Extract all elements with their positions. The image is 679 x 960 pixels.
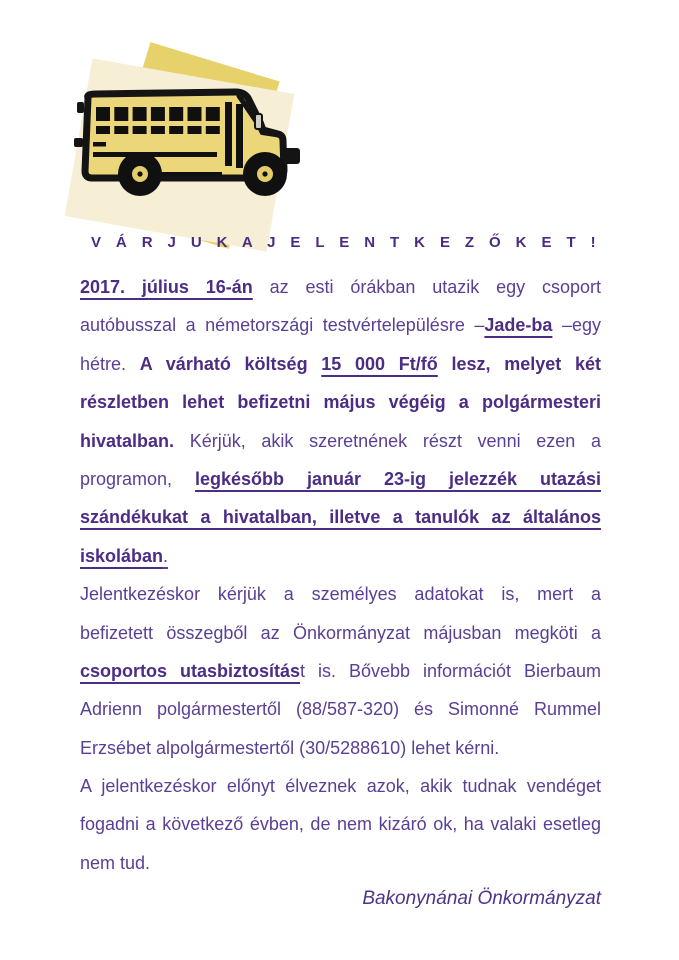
text-run: A várható költség — [139, 353, 322, 374]
text-run: t is. Bővebb információt Bierbaum — [300, 660, 601, 681]
highlighted-phrase: szándékukat a hivatalban, illetve a tanulók az általános — [80, 507, 601, 528]
text-run: részletben lehet befizetni május végéig a polgármesteri — [80, 392, 601, 413]
text-run: befizetett összegből az Önkormányzat májusban megköti a — [80, 622, 601, 643]
text-run: fogadni a következő évben, de nem kizáró ok, ha valaki esetleg — [80, 814, 601, 835]
highlighted-phrase: legkésőbb január 23-ig jelezzék utazási — [195, 468, 601, 489]
text-run: –egy — [552, 315, 601, 336]
highlighted-phrase: . — [163, 545, 169, 566]
text-line — [80, 805, 601, 843]
highlighted-phrase: 2017. július 16-án — [80, 277, 253, 297]
text-run: Kérjük, akik szeretnének részt venni ezen a — [174, 430, 601, 451]
text-run: az esti órákban utazik egy csoport — [252, 277, 601, 297]
highlighted-phrase: Jade-ba — [484, 315, 553, 336]
highlighted-phrase: 15 000 Ft/fő — [321, 353, 438, 374]
text-line — [80, 729, 601, 767]
text-run: autóbusszal a németországi testvértelepülésre – — [80, 315, 485, 336]
text-line — [80, 614, 601, 652]
highlighted-phrase: iskolában — [80, 545, 164, 566]
text-line — [80, 422, 601, 460]
text-line — [80, 690, 601, 728]
text-line — [80, 345, 601, 383]
signature-line: Bakonynánai Önkormányzat — [362, 888, 601, 910]
text-run: programon, — [80, 468, 196, 489]
text-run: Erzsébet alpolgármestertől (30/5288610) lehet kérni. — [80, 737, 500, 758]
school-bus-icon — [72, 86, 304, 208]
text-run: A jelentkezéskor előnyt élveznek azok, akik tudnak vendéget — [80, 776, 601, 797]
body-text — [80, 268, 601, 882]
text-line — [80, 767, 601, 805]
text-line — [80, 498, 601, 536]
text-run: Adrienn polgármestertől (88/587-320) és Simonné Rummel — [80, 699, 601, 720]
page-title: V Á R J U K A J E L E N T K E Z Ő K E T ! — [90, 234, 601, 251]
text-run: hétre. — [80, 353, 140, 374]
text-line — [80, 844, 601, 882]
text-line — [80, 306, 601, 344]
text-run: lesz, melyet két — [437, 353, 601, 374]
text-line — [80, 460, 601, 498]
text-line — [80, 537, 601, 575]
text-run: hivatalban. — [80, 430, 175, 451]
text-line — [80, 383, 601, 421]
flyer-content — [0, 231, 679, 915]
text-line — [80, 652, 601, 690]
text-run: Jelentkezéskor kérjük a személyes adatokat is, mert a — [80, 584, 601, 605]
highlighted-phrase: csoportos utasbiztosítás — [80, 660, 301, 681]
text-line — [80, 268, 601, 306]
text-run: nem tud. — [80, 852, 151, 873]
text-line — [80, 575, 601, 613]
